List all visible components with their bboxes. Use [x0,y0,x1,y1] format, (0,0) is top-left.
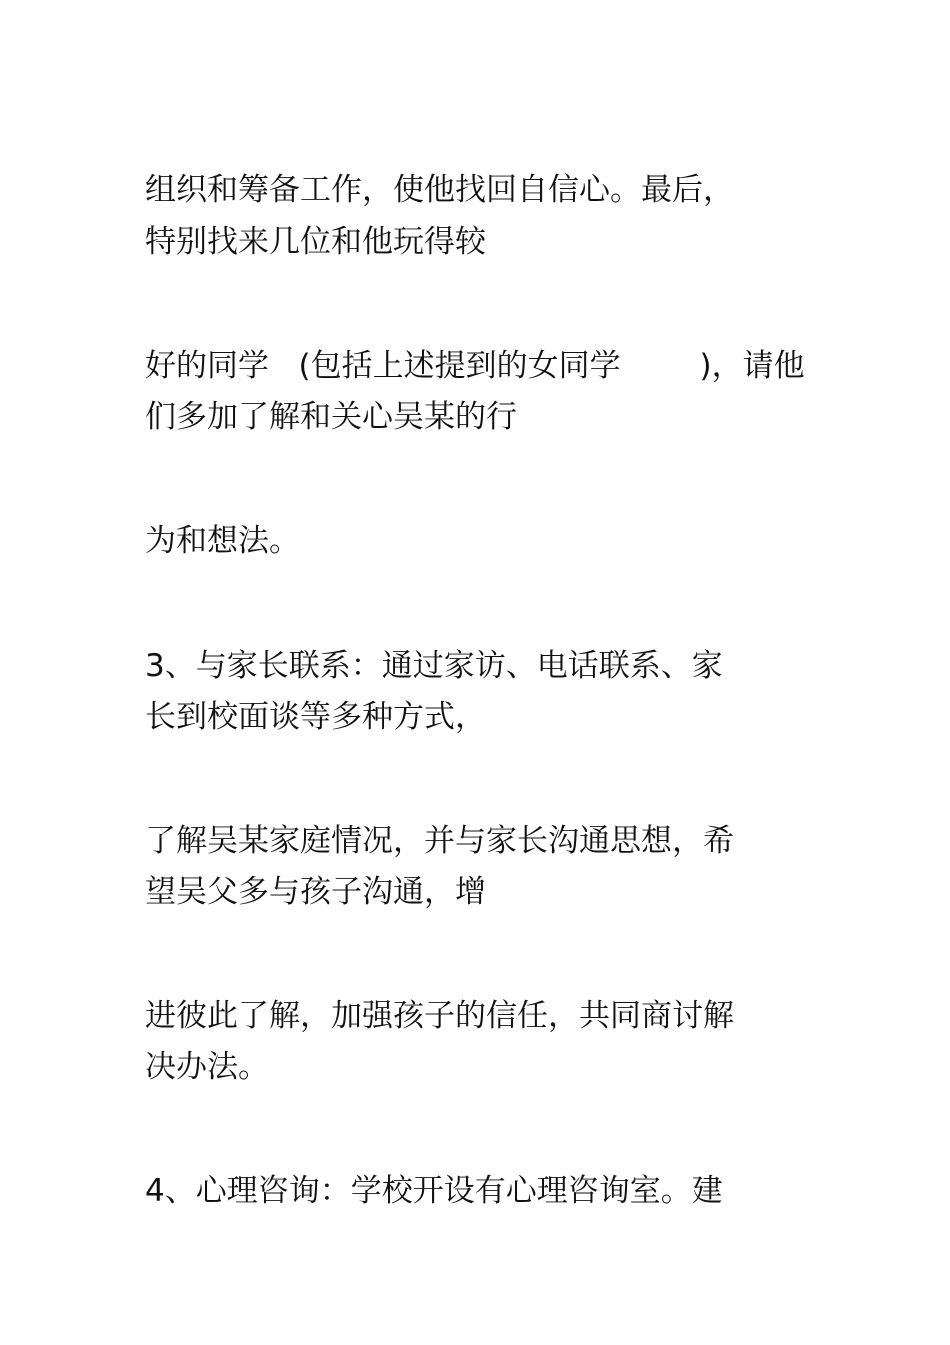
text-line: 为和想法。 [145,523,300,559]
text-line: 4、心理咨询：学校开设有心理咨询室。建 [145,1173,723,1209]
text-line: 长到校面谈等多种方式， [145,699,486,735]
text-line: 决办法。 [145,1049,269,1085]
text-line: 望吴父多与孩子沟通，增 [145,874,486,910]
text-line: 好的同学 (包括上述提到的女同学 )，请他 [145,348,805,384]
text-line: 了解吴某家庭情况，并与家长沟通思想，希 [145,823,734,859]
text-line: 3、与家长联系：通过家访、电话联系、家 [145,648,723,684]
text-line: 们多加了解和关心吴某的行 [145,399,517,435]
text-line: 组织和筹备工作，使他找回自信心。最后， [145,172,734,208]
text-line: 特别找来几位和他玩得较 [145,224,486,260]
text-line: 进彼此了解，加强孩子的信任，共同商讨解 [145,998,734,1034]
